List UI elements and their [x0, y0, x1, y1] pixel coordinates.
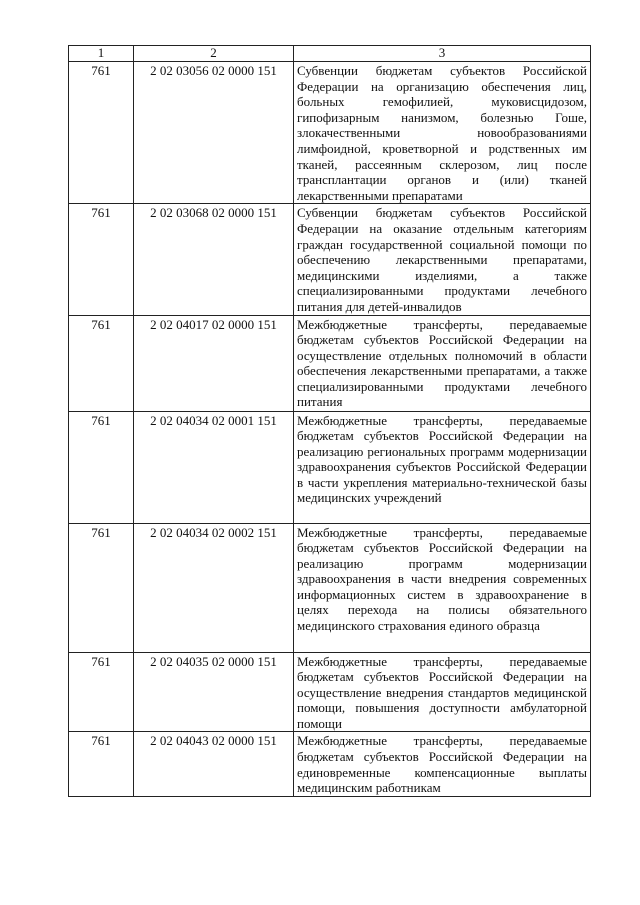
admin-code-cell: 761 — [69, 62, 134, 204]
table-row — [69, 523, 591, 652]
budget-code-cell: 2 02 04034 02 0001 151 — [134, 411, 294, 523]
admin-code-cell: 761 — [69, 411, 134, 523]
column-number-1: 1 — [69, 46, 134, 62]
table-header-row — [69, 46, 591, 62]
budget-code-cell: 2 02 04043 02 0000 151 — [134, 732, 294, 796]
admin-code-cell: 761 — [69, 652, 134, 732]
income-name-cell: Межбюджетные трансферты, передаваемые бюджетам субъектов Российской Федерации на реализацию программ модернизации здравоохранения в части внедрения современных информационных систем в здравоохранение в целях перехода на полисы обязательного медицинского страхования единого образца — [294, 523, 591, 652]
budget-code-cell: 2 02 03068 02 0000 151 — [134, 204, 294, 315]
budget-code-cell: 2 02 04017 02 0000 151 — [134, 315, 294, 411]
income-name-cell: Субвенции бюджетам субъектов Российской Федерации на организацию обеспечения лиц, больных гемофилией, муковисцидозом, гипофизарным нанизмом, болезнью Гоше, злокачественными новообразованиями лимфоидной, кроветворной и родственных им тканей, рассеянным склерозом, лиц после трансплантации органов и (или) тканей лекарственными препаратами — [294, 62, 591, 204]
table-row — [69, 204, 591, 315]
budget-codes-table — [68, 45, 591, 797]
table-row — [69, 732, 591, 796]
admin-code-cell: 761 — [69, 315, 134, 411]
admin-code-cell: 761 — [69, 523, 134, 652]
budget-code-cell: 2 02 03056 02 0000 151 — [134, 62, 294, 204]
income-name-cell: Межбюджетные трансферты, передаваемые бюджетам субъектов Российской Федерации на осуществление отдельных полномочий в области обеспечения лекарственными препаратами, а также специализированными продуктами лечебного питания — [294, 315, 591, 411]
table-row — [69, 411, 591, 523]
income-name-cell: Субвенции бюджетам субъектов Российской Федерации на оказание отдельным категориям граждан государственной социальной помощи по обеспечению лекарственными препаратами, медицинскими изделиями, а также специализированными продуктами лечебного питания для детей-инвалидов — [294, 204, 591, 315]
column-number-2: 2 — [134, 46, 294, 62]
table-row — [69, 315, 591, 411]
admin-code-cell: 761 — [69, 204, 134, 315]
table-row — [69, 652, 591, 732]
income-name-cell: Межбюджетные трансферты, передаваемые бюджетам субъектов Российской Федерации на реализацию региональных программ модернизации здравоохранения субъектов Российской Федерации в части укрепления материально-технической базы медицинских учреждений — [294, 411, 591, 523]
admin-code-cell: 761 — [69, 732, 134, 796]
column-number-3: 3 — [294, 46, 591, 62]
income-name-cell: Межбюджетные трансферты, передаваемые бюджетам субъектов Российской Федерации на осуществление внедрения стандартов медицинской помощи, повышения доступности амбулаторной помощи — [294, 652, 591, 732]
budget-code-cell: 2 02 04034 02 0002 151 — [134, 523, 294, 652]
budget-code-cell: 2 02 04035 02 0000 151 — [134, 652, 294, 732]
income-name-cell: Межбюджетные трансферты, передаваемые бюджетам субъектов Российской Федерации на единовременные компенсационные выплаты медицинским работникам — [294, 732, 591, 796]
table-row — [69, 62, 591, 204]
